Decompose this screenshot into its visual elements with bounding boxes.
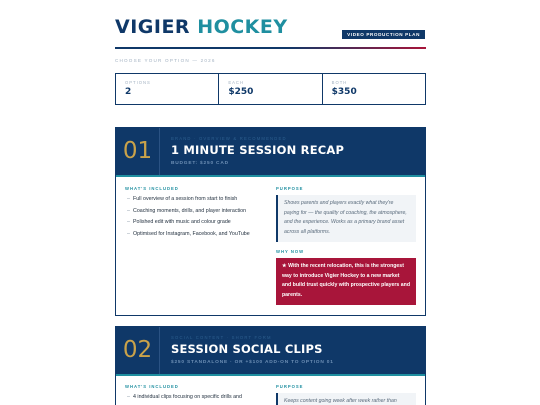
purpose-label: PURPOSE [276, 384, 304, 389]
brand-name-part2: HOCKEY [197, 16, 288, 38]
option-both-label: BOTH [331, 80, 348, 85]
included-list [127, 194, 250, 240]
purpose-text: Keeps content going week after week rather than [276, 393, 416, 405]
list-item: – Optimised for Instagram, Facebook, and YouTube [127, 229, 250, 241]
option-count-cell [116, 74, 219, 104]
card-number: 01 [116, 128, 160, 175]
option-each-value: $250 [228, 87, 254, 97]
card-header [116, 327, 425, 374]
purpose-text: Shows parents and players exactly what they're paying for — the quality of coaching, the atmosphere, and the experience. Works as a primary brand asset across all platforms. [276, 195, 416, 242]
card-title: 1 MINUTE SESSION RECAP [171, 143, 345, 157]
list-item: – Full overview of a session from start to finish [127, 194, 250, 206]
choose-option-label: CHOOSE YOUR OPTION — 2026 [115, 58, 216, 63]
card-budget: BUDGET: $250 CAD [171, 161, 229, 166]
plan-badge: VIDEO PRODUCTION PLAN [342, 30, 425, 39]
option-both-cell [323, 74, 425, 104]
brand-name-part1: VIGIER [115, 16, 191, 38]
card-title: SESSION SOCIAL CLIPS [171, 342, 323, 356]
why-now-callout: ★ With the recent relocation, this is the strongest way to introduce Vigier Hockey to a new market and build trust quickly with prospective players and parents. [276, 258, 416, 305]
included-list [127, 392, 242, 404]
brand-title [115, 14, 288, 40]
included-label: WHAT'S INCLUDED [125, 186, 179, 191]
card-divider [116, 374, 425, 376]
why-now-label: WHY NOW [276, 249, 305, 254]
option-each-cell [219, 74, 322, 104]
card-kicker: SOCIAL CONTENT · SHORT FORM [171, 335, 272, 340]
included-label: WHAT'S INCLUDED [125, 384, 179, 389]
list-item: – 4 individual clips focusing on specific drills and [127, 392, 242, 404]
list-item: – Coaching moments, drills, and player interaction [127, 206, 250, 218]
card-divider [116, 175, 425, 177]
card-number: 02 [116, 327, 160, 374]
card-kicker: BRAND · OVERVIEW & RECOMMENDED [171, 136, 287, 141]
option-card-social-clips [115, 326, 426, 405]
option-each-label: EACH [228, 80, 244, 85]
option-count-value: 2 [125, 87, 132, 97]
purpose-label: PURPOSE [276, 186, 304, 191]
card-header [116, 128, 425, 175]
list-item: – Polished edit with music and colour grade [127, 217, 250, 229]
option-both-value: $350 [331, 87, 357, 97]
options-summary [115, 73, 426, 105]
card-budget: $250 STANDALONE · OR +$100 ADD-ON TO OPTION 01 [171, 360, 334, 365]
header-divider [115, 47, 426, 49]
option-count-label: OPTIONS [125, 80, 151, 85]
option-card-session-recap [115, 127, 426, 316]
